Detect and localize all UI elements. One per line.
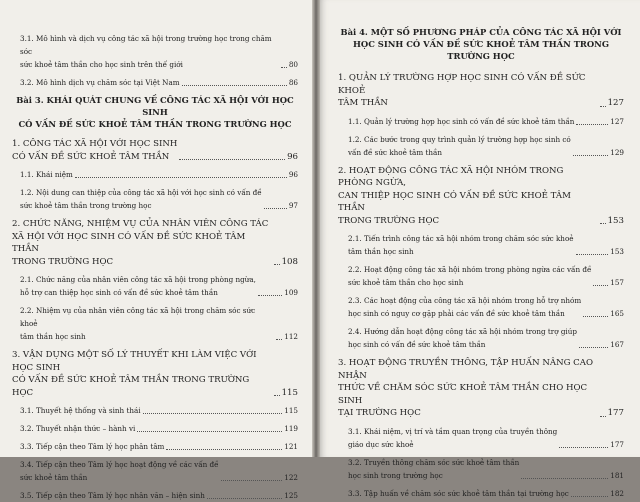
toc-dot-leader	[75, 177, 287, 178]
toc-subsection-entry[interactable]	[338, 456, 624, 482]
toc-entry-title: 1.2. Các bước trong quy trình quản lý trường hợp học sinh có vấn đề sức khoẻ tâm thần	[348, 134, 571, 157]
toc-subsection-entry[interactable]	[12, 440, 298, 453]
toc-page-number: 177	[607, 408, 624, 418]
toc-entry-title: 1.2. Nội dung can thiệp của công tác xã hội với học sinh có vấn đề sức khoẻ tâm thần trong trường học	[20, 188, 262, 210]
toc-entry-title: 2.1. Tiến trình công tác xã hội nhóm trong chăm sóc sức khoẻ tâm thần học sinh	[348, 234, 574, 256]
toc-subsection-entry[interactable]	[338, 133, 624, 159]
book-gutter	[312, 0, 320, 457]
toc-subsection-entry[interactable]	[338, 115, 624, 128]
toc-page-number: 119	[284, 424, 298, 433]
toc-subsection-entry[interactable]	[338, 263, 624, 289]
toc-dot-leader	[593, 285, 608, 286]
toc-subsection-entry[interactable]	[12, 168, 298, 181]
toc-dot-leader	[166, 449, 282, 450]
toc-dot-leader	[571, 496, 608, 497]
toc-dot-leader	[182, 85, 287, 86]
toc-page-number: 108	[281, 256, 298, 267]
toc-dot-leader	[521, 478, 608, 479]
toc-entry-title: 3.1. Khái niệm, vị trí và tầm quan trọng của truyền thông giáo dục sức khoẻ	[348, 426, 558, 449]
toc-page-number: 115	[281, 387, 298, 398]
toc-dot-leader	[559, 447, 608, 448]
toc-entry-title: 3. HOẠT ĐỘNG TRUYỀN THÔNG, TẬP HUẤN NÂNG CAO NHẬN THỨC VỀ CHĂM SÓC SỨC KHOẺ TÂM THẦN CHO HỌC SINH TẠI TRƯỜNG HỌC	[338, 358, 594, 418]
toc-section-entry[interactable]	[12, 218, 298, 268]
toc-subsection-entry[interactable]	[12, 32, 298, 71]
toc-page-number: 182	[610, 488, 624, 498]
toc-entry-title: 3.4. Tiếp cận theo Tâm lý học hoạt động về các vấn đề sức khoẻ tâm thần	[20, 460, 219, 482]
toc-entry-title: 3.2. Thuyết nhận thức – hành vi	[20, 424, 136, 433]
toc-page-number: 109	[284, 288, 298, 297]
toc-subsection-entry[interactable]	[12, 489, 298, 502]
toc-section-entry[interactable]	[12, 138, 298, 163]
toc-subsection-entry[interactable]	[12, 304, 298, 343]
toc-page-number: 157	[610, 278, 624, 287]
toc-entry-title: 3.3. Tiếp cận theo Tâm lý học phân tâm	[20, 442, 165, 451]
toc-page-number: 97	[288, 201, 298, 210]
toc-dot-leader	[274, 395, 280, 396]
toc-dot-leader	[207, 498, 282, 499]
left-page	[0, 0, 312, 500]
toc-subsection-entry[interactable]	[12, 76, 298, 89]
toc-entry-title: 1.1. Khái niệm	[20, 170, 73, 179]
toc-dot-leader	[137, 431, 282, 432]
toc-page-number: 153	[610, 247, 624, 256]
toc-section-entry[interactable]	[338, 165, 624, 228]
toc-entry-title: 1. QUẢN LÝ TRƯỜNG HỢP HỌC SINH CÓ VẤN ĐỀ SỨC KHOẺ TÂM THẦN	[338, 73, 586, 108]
toc-page-number: 96	[287, 151, 298, 162]
toc-entry-title: 2.2. Hoạt động công tác xã hội nhóm trong phòng ngừa các vấn đề sức khoẻ tâm thần cho học sinh	[348, 265, 592, 287]
toc-entry-title: 2.1. Chức năng của nhân viên công tác xã hội trong phòng ngừa, hỗ trợ can thiệp học sinh có vấn đề sức khoẻ tâm thần	[20, 275, 256, 297]
toc-page-number: 127	[610, 116, 624, 126]
toc-page-number: 122	[284, 473, 298, 482]
toc-entry-title: 2. HOẠT ĐỘNG CÔNG TÁC XÃ HỘI NHÓM TRONG PHÒNG NGỪA, CAN THIỆP HỌC SINH CÓ VẤN ĐỀ SỨC KHOẺ TÂM THẦN TRONG TRƯỜNG HỌC	[338, 165, 571, 226]
toc-section-entry[interactable]	[338, 72, 624, 110]
toc-section-entry[interactable]	[12, 349, 298, 399]
toc-dot-leader	[274, 264, 280, 265]
toc-dot-leader	[600, 223, 606, 224]
toc-page-number: 181	[610, 470, 624, 480]
toc-dot-leader	[281, 67, 287, 68]
toc-subsection-entry[interactable]	[338, 325, 624, 351]
chapter-heading: Bài 4. MỘT SỐ PHƯƠNG PHÁP CỦA CÔNG TÁC XÃ HỘI VỚI HỌC SINH CÓ VẤN ĐỀ SỨC KHOẺ TÂM THẦN TRONG TRƯỜNG HỌC	[340, 27, 622, 61]
toc-entry-title: 3.2. Mô hình dịch vụ chăm sóc tại Việt Nam	[20, 78, 180, 87]
toc-entry-title: 3.1. Mô hình và dịch vụ công tác xã hội trong trường học trong chăm sóc sức khoẻ tâm thần cho học sinh trên thế giới	[20, 34, 272, 69]
toc-page-number: 177	[610, 439, 624, 449]
chapter-heading: Bài 3. KHÁI QUÁT CHUNG VỀ CÔNG TÁC XÃ HỘI VỚI HỌC SINH CÓ VẤN ĐỀ SỨC KHOẺ TÂM THẦN TRONG TRƯỜNG HỌC	[16, 95, 294, 129]
toc-dot-leader	[576, 254, 609, 255]
toc-dot-leader	[276, 339, 282, 340]
toc-subsection-entry[interactable]	[12, 458, 298, 484]
toc-page-number: 125	[284, 491, 298, 500]
toc-page-number: 167	[610, 340, 624, 349]
toc-entry-title: 1. CÔNG TÁC XÃ HỘI VỚI HỌC SINH CÓ VẤN ĐỀ SỨC KHOẺ TÂM THẦN	[12, 139, 178, 162]
toc-entry-title: 3.2. Truyền thông chăm sóc sức khoẻ tâm thần học sinh trong trường học	[348, 457, 520, 480]
toc-entry-title: 3. VẬN DỤNG MỘT SỐ LÝ THUYẾT KHI LÀM VIỆC VỚI HỌC SINH CÓ VẤN ĐỀ SỨC KHOẺ TÂM THẦN TRONG TRƯỜNG HỌC	[12, 350, 257, 398]
toc-section-entry[interactable]	[338, 357, 624, 420]
toc-subsection-entry[interactable]	[12, 273, 298, 299]
toc-subsection-entry[interactable]	[338, 487, 624, 500]
toc-dot-leader	[576, 124, 608, 125]
toc-page-number: 115	[284, 406, 298, 415]
toc-dot-leader	[221, 480, 283, 481]
toc-entry-title: 2. CHỨC NĂNG, NHIỆM VỤ CỦA NHÂN VIÊN CÔNG TÁC XÃ HỘI VỚI HỌC SINH CÓ VẤN ĐỀ SỨC KHOẺ TÂM THẦN TRONG TRƯỜNG HỌC	[12, 219, 269, 267]
toc-dot-leader	[600, 106, 606, 107]
toc-dot-leader	[573, 155, 609, 156]
toc-page-number: 165	[610, 309, 624, 318]
right-page	[320, 0, 640, 498]
toc-page-number: 129	[610, 147, 624, 157]
toc-entry-title: 2.3. Các hoạt động của công tác xã hội nhóm trong hỗ trợ nhóm học sinh có nguy cơ gặp phải các vấn đề sức khoẻ tâm thần	[348, 296, 582, 318]
toc-page-number: 96	[288, 170, 298, 179]
toc-subsection-entry[interactable]	[338, 294, 624, 320]
toc-dot-leader	[579, 347, 608, 348]
toc-page-number: 153	[607, 215, 624, 226]
toc-entry-title: 3.3. Tập huấn về chăm sóc sức khoẻ tâm thần tại trường học	[348, 488, 569, 498]
toc-dot-leader	[143, 413, 283, 414]
toc-page-number: 86	[288, 78, 298, 87]
toc-entry-title: 3.1. Thuyết hệ thống và sinh thái	[20, 406, 141, 415]
toc-dot-leader	[258, 295, 282, 296]
toc-entry-title: 3.5. Tiếp cận theo Tâm lý học nhân văn – hiện sinh	[20, 491, 205, 500]
toc-subsection-entry[interactable]	[12, 186, 298, 212]
toc-dot-leader	[179, 159, 285, 160]
toc-subsection-entry[interactable]	[12, 404, 298, 417]
toc-entry-title: 1.1. Quản lý trường hợp học sinh có vấn đề sức khoẻ tâm thần	[348, 116, 575, 126]
toc-dot-leader	[600, 416, 606, 417]
toc-subsection-entry[interactable]	[338, 425, 624, 451]
toc-page-number: 80	[288, 60, 298, 69]
toc-page-number: 121	[284, 442, 298, 451]
toc-entry-title: 2.2. Nhiệm vụ của nhân viên công tác xã hội trong chăm sóc sức khoẻ tâm thần học sinh	[20, 306, 256, 341]
toc-dot-leader	[264, 208, 287, 209]
toc-subsection-entry[interactable]	[338, 232, 624, 258]
toc-page-number: 127	[607, 98, 624, 108]
toc-entry-title: 2.4. Hướng dẫn hoạt động công tác xã hội nhóm trong trợ giúp học sinh có vấn đề sức khoẻ tâm thần	[348, 327, 577, 349]
toc-subsection-entry[interactable]	[12, 422, 298, 435]
toc-dot-leader	[583, 316, 608, 317]
toc-page-number: 112	[284, 332, 298, 341]
